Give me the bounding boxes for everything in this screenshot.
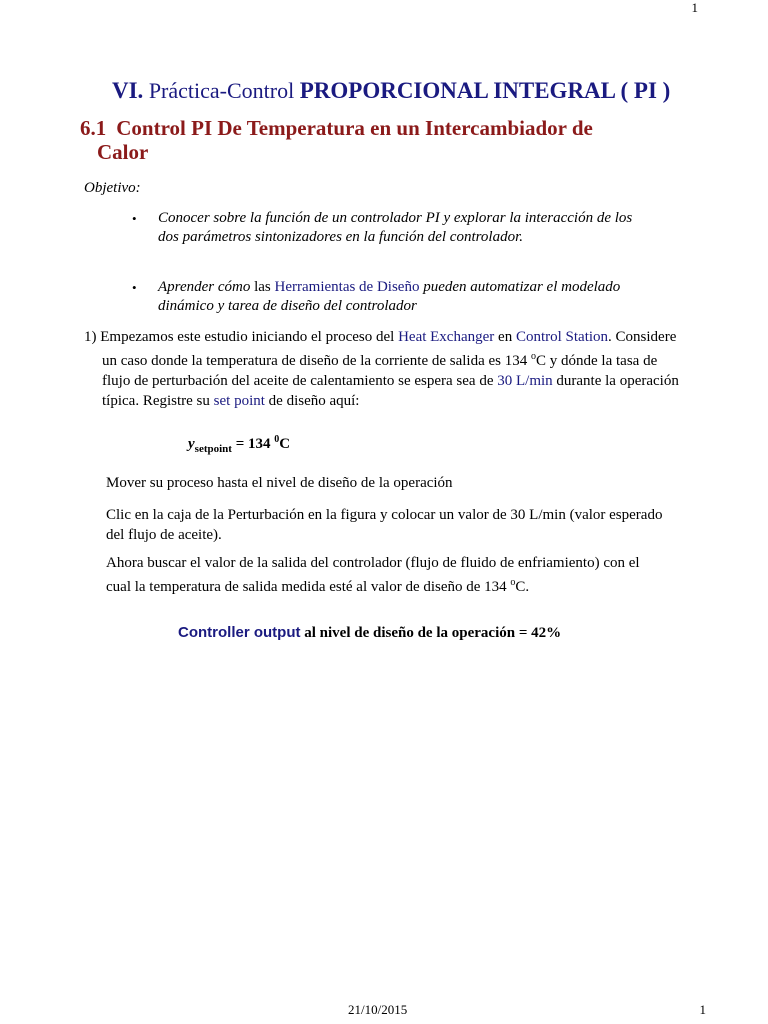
page-title bbox=[112, 78, 670, 104]
control-station-link[interactable]: Control Station bbox=[515, 329, 609, 345]
bullet-item-2 bbox=[132, 278, 638, 316]
para1-t6: de diseño aquí: bbox=[264, 393, 360, 409]
p4-t2: C. bbox=[515, 579, 530, 595]
bullet-item-1 bbox=[132, 209, 638, 247]
p4-t1: Ahora buscar el valor de la salida del controlador (flujo de fluido de enfriamiento) con el cual la temperatura de salida medida esté al valor de diseño de 134 bbox=[106, 555, 640, 595]
para1-t3: . Considere un caso donde la temperatura de diseño de la corriente de salida es 134 bbox=[102, 329, 677, 369]
footer-page-number: 1 bbox=[699, 1002, 706, 1017]
para1-t1: Empezamos este estudio iniciando el proceso del bbox=[96, 329, 399, 345]
herramientas-link[interactable]: Herramientas de Diseño bbox=[274, 279, 420, 295]
controller-output-label: Controller output bbox=[178, 624, 301, 641]
title-mid: Práctica-Control bbox=[143, 78, 300, 103]
bullet-1-text: Conocer sobre la función de un controlador PI y explorar la interacción de los dos parámetros sintonizadores en la función del controlador. bbox=[158, 210, 633, 245]
para1-t2: en bbox=[494, 329, 516, 345]
setpoint-sup: 0 bbox=[274, 434, 280, 445]
bullet-2-part1: Aprender cómo bbox=[158, 279, 255, 295]
paragraph-1 bbox=[84, 327, 684, 411]
setpoint-eq: = 134 bbox=[231, 436, 275, 452]
flow-rate-link[interactable]: 30 L/min bbox=[497, 373, 553, 389]
setpoint-unit: C bbox=[279, 436, 291, 452]
bullet-icon: • bbox=[132, 280, 137, 295]
bullet-2-part3: pueden automatizar el modelado dinámico y tarea de diseño del controlador bbox=[158, 279, 621, 314]
header-page-number: 1 bbox=[691, 0, 698, 15]
bullet-icon: • bbox=[132, 211, 137, 226]
setpoint-y: y bbox=[188, 436, 195, 452]
set-point-link[interactable]: set point bbox=[213, 393, 265, 409]
controller-output-line bbox=[178, 624, 561, 642]
title-main: PROPORCIONAL INTEGRAL ( PI ) bbox=[299, 78, 671, 103]
para1-number: 1) bbox=[84, 329, 97, 345]
setpoint-sub: setpoint bbox=[194, 443, 232, 455]
section-number: 6.1 bbox=[80, 116, 107, 140]
bullet-2-part2: las bbox=[254, 279, 275, 295]
paragraph-4 bbox=[106, 553, 666, 597]
section-line2: Calor bbox=[97, 140, 149, 164]
footer-date: 21/10/2015 bbox=[348, 1002, 408, 1017]
controller-output-rest: al nivel de diseño de la operación = 42% bbox=[300, 625, 562, 641]
title-prefix: VI. bbox=[112, 78, 144, 103]
heat-exchanger-link[interactable]: Heat Exchanger bbox=[398, 329, 495, 345]
paragraph-2: Mover su proceso hasta el nivel de diseño de la operación bbox=[106, 475, 453, 491]
para1-t4: C y dónde la tasa de flujo de perturbación del aceite de calentamiento se espera sea de bbox=[102, 353, 658, 389]
para1-t5: durante la operación típica. Registre su bbox=[102, 373, 679, 409]
para1-degree: o bbox=[531, 351, 537, 362]
setpoint-equation bbox=[188, 434, 290, 455]
section-line1: Control PI De Temperatura en un Intercambiador de bbox=[116, 116, 593, 140]
paragraph-3: Clic en la caja de la Perturbación en la figura y colocar un valor de 30 L/min (valor esperado del flujo de aceite). bbox=[106, 507, 663, 543]
p4-degree: o bbox=[510, 577, 516, 588]
objetivo-label: Objetivo: bbox=[84, 180, 141, 196]
section-heading bbox=[80, 116, 720, 164]
